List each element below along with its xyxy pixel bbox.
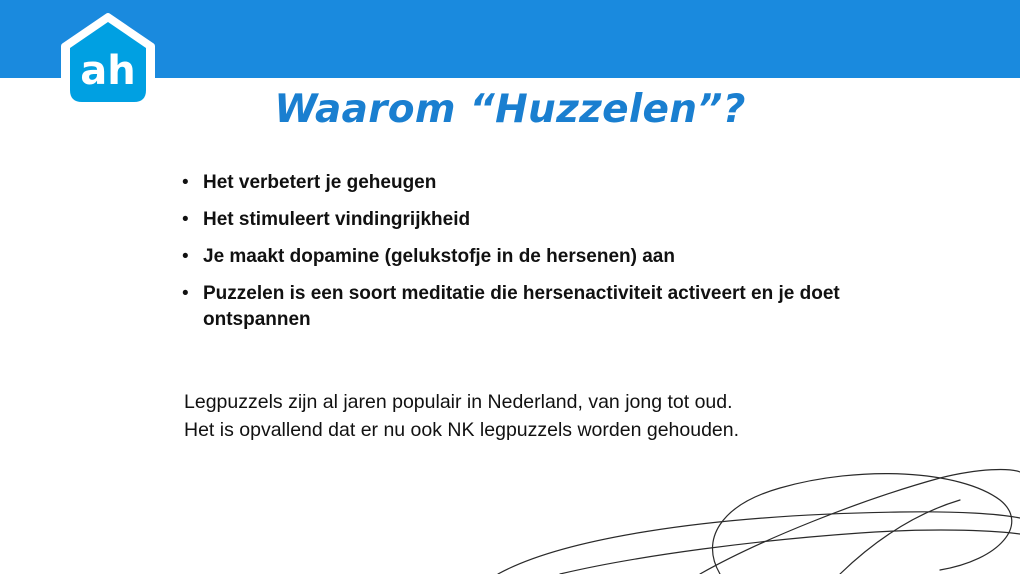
- scribble-line-4: [700, 470, 1020, 574]
- bullet-text: Puzzelen is een soort meditatie die hersenactiviteit activeert en je doet ontspannen: [203, 283, 840, 330]
- bullet-text: Het stimuleert vindingrijkheid: [203, 209, 471, 230]
- bullet-item: [182, 207, 882, 233]
- body-paragraph: [184, 388, 904, 444]
- logo-text: ah: [80, 48, 136, 94]
- bullet-marker: •: [182, 172, 189, 193]
- bullet-text: Het verbetert je geheugen: [203, 172, 437, 193]
- bullet-item: [182, 244, 882, 270]
- bullet-item: [182, 281, 883, 333]
- paragraph-line-1: Legpuzzels zijn al jaren populair in Nederland, van jong tot oud.: [184, 391, 733, 413]
- bullet-text: Je maakt dopamine (gelukstofje in de hersenen) aan: [203, 246, 675, 267]
- scribble-line-5: [840, 500, 960, 574]
- bullet-marker: •: [182, 246, 189, 267]
- bullet-marker: •: [182, 283, 189, 304]
- bullet-item: [182, 170, 882, 196]
- slide-title: Waarom “Huzzelen”?: [274, 87, 746, 132]
- scribble-line-2: [560, 530, 1020, 574]
- scribble-line-3: [713, 474, 1012, 574]
- bullet-marker: •: [182, 209, 189, 230]
- paragraph-line-2: Het is opvallend dat er nu ook NK legpuzzels worden gehouden.: [184, 419, 740, 441]
- scribble-line-1: [498, 512, 1020, 574]
- bullet-list: [182, 170, 882, 333]
